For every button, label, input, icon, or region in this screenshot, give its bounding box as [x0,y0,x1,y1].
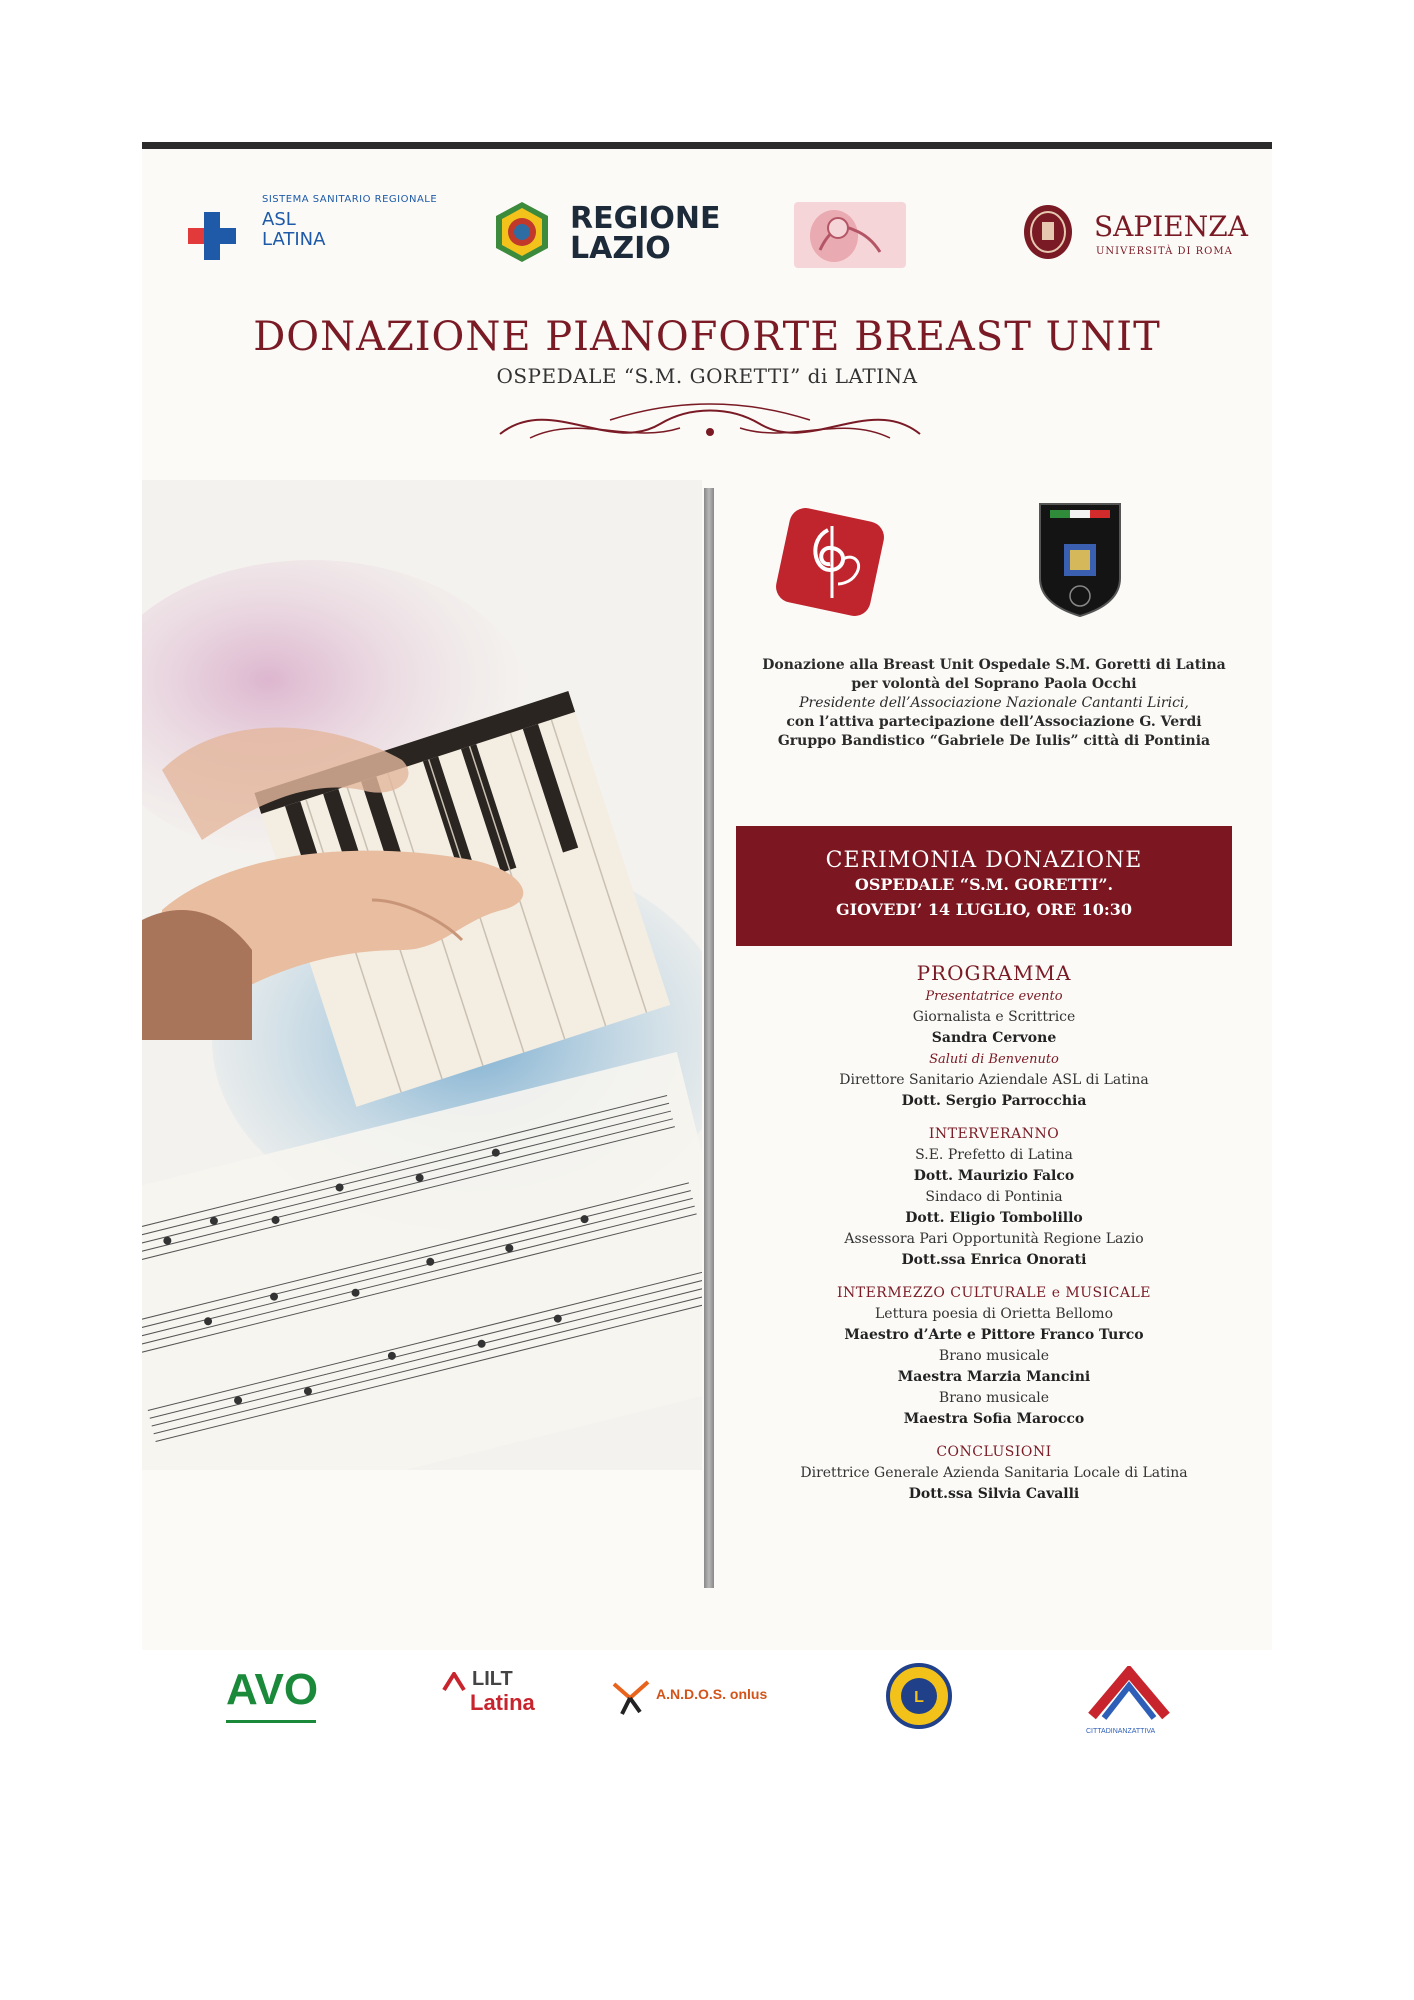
gruppo-bandistico-crest-icon [1036,500,1124,620]
sapienza-seal-icon [1022,204,1074,260]
asl-cross-icon [184,208,240,264]
top-bar [142,142,1272,149]
ceremony-date: GIOVEDI’ 14 LUGLIO, ORE 10:30 [835,900,1133,919]
lions-club-emblem-icon [886,1660,952,1732]
vertical-divider [704,488,714,1588]
regione-lazio-emblem-icon [490,200,554,264]
ceremony-heading: CERIMONIA DONAZIONE [825,848,1143,873]
page-subtitle: OSPEDALE “S.M. GORETTI” di LATINA [496,364,918,388]
decorative-flourish-icon [490,394,930,454]
interlude-heading: INTERMEZZO CULTURALE e MUSICALE [836,1285,1152,1301]
asl-logo-text: ASL LATINA [262,209,326,250]
association-pink-logo-icon [790,200,910,270]
cittadinanzattiva-logo: CITTADINANZATTIVA [1086,1666,1196,1736]
sapienza-subtitle: UNIVERSITÀ DI ROMA [1096,246,1233,257]
piano-hands-photo [142,480,702,1470]
asl-system-label: SISTEMA SANITARIO REGIONALE [262,194,438,205]
program-heading: PROGRAMMA [916,961,1072,985]
svg-text:L: L [914,1689,924,1706]
avo-logo: AVO [226,1666,336,1736]
conclusions-heading: CONCLUSIONI [936,1444,1052,1460]
ceremony-box [736,826,1232,946]
page-title: DONAZIONE PIANOFORTE BREAST UNIT [253,314,1161,360]
cantanti-lirici-logo-icon [768,500,892,624]
cittadinanzattiva-roof-icon [1086,1666,1172,1722]
ceremony-place: OSPEDALE “S.M. GORETTI”. [854,875,1114,894]
andos-figure-icon [610,1676,652,1718]
program-section: PROGRAMMA Presentatrice evento Giornalista e Scrittrice Sandra Cervone Saluti di Benvenuto Direttore Sanitario Aziendale ASL di Latina Dott. Sergio Parrocchia INTERVERANNO S.E. Prefetto di Latina Dott. Maurizio Falco Sindaco di Pontinia Dott. Eligio Tombolillo Assessora Pari Opportunità Regione Lazio Dott.ssa Enrica Onorati INTERMEZZO CULTURALE e MUSICALE Lettura poesia di Orietta Bellomo Maestro d’Arte e Pittore Franco Turco Brano musicale Maestra Marzia Mancini Brano musicale Maestra Sofia Marocco CONCLUSIONI Direttrice Generale Azienda Sanitaria Locale di Latina Dott.ssa Silvia Cavalli [724,960,1264,1505]
sapienza-name: SAPIENZA [1094,210,1248,243]
regione-lazio-text: REGIONE LAZIO [570,201,721,266]
speakers-heading: INTERVERANNO [928,1126,1060,1142]
andos-logo: A.N.D.O.S. onlus [610,1666,810,1736]
lilt-ribbon-icon [440,1672,470,1694]
lilt-logo: LILT Latina [440,1666,560,1736]
donation-description: Donazione alla Breast Unit Ospedale S.M. Goretti di Latina per volontà del Soprano Paola Occhi Presidente dell’Associazione Nazionale Cantanti Lirici, con l’attiva partecipazione dell’Associazione G. Verdi Gruppo Bandistico “Gabriele De Iulis” città di Pontinia [762,657,1226,749]
